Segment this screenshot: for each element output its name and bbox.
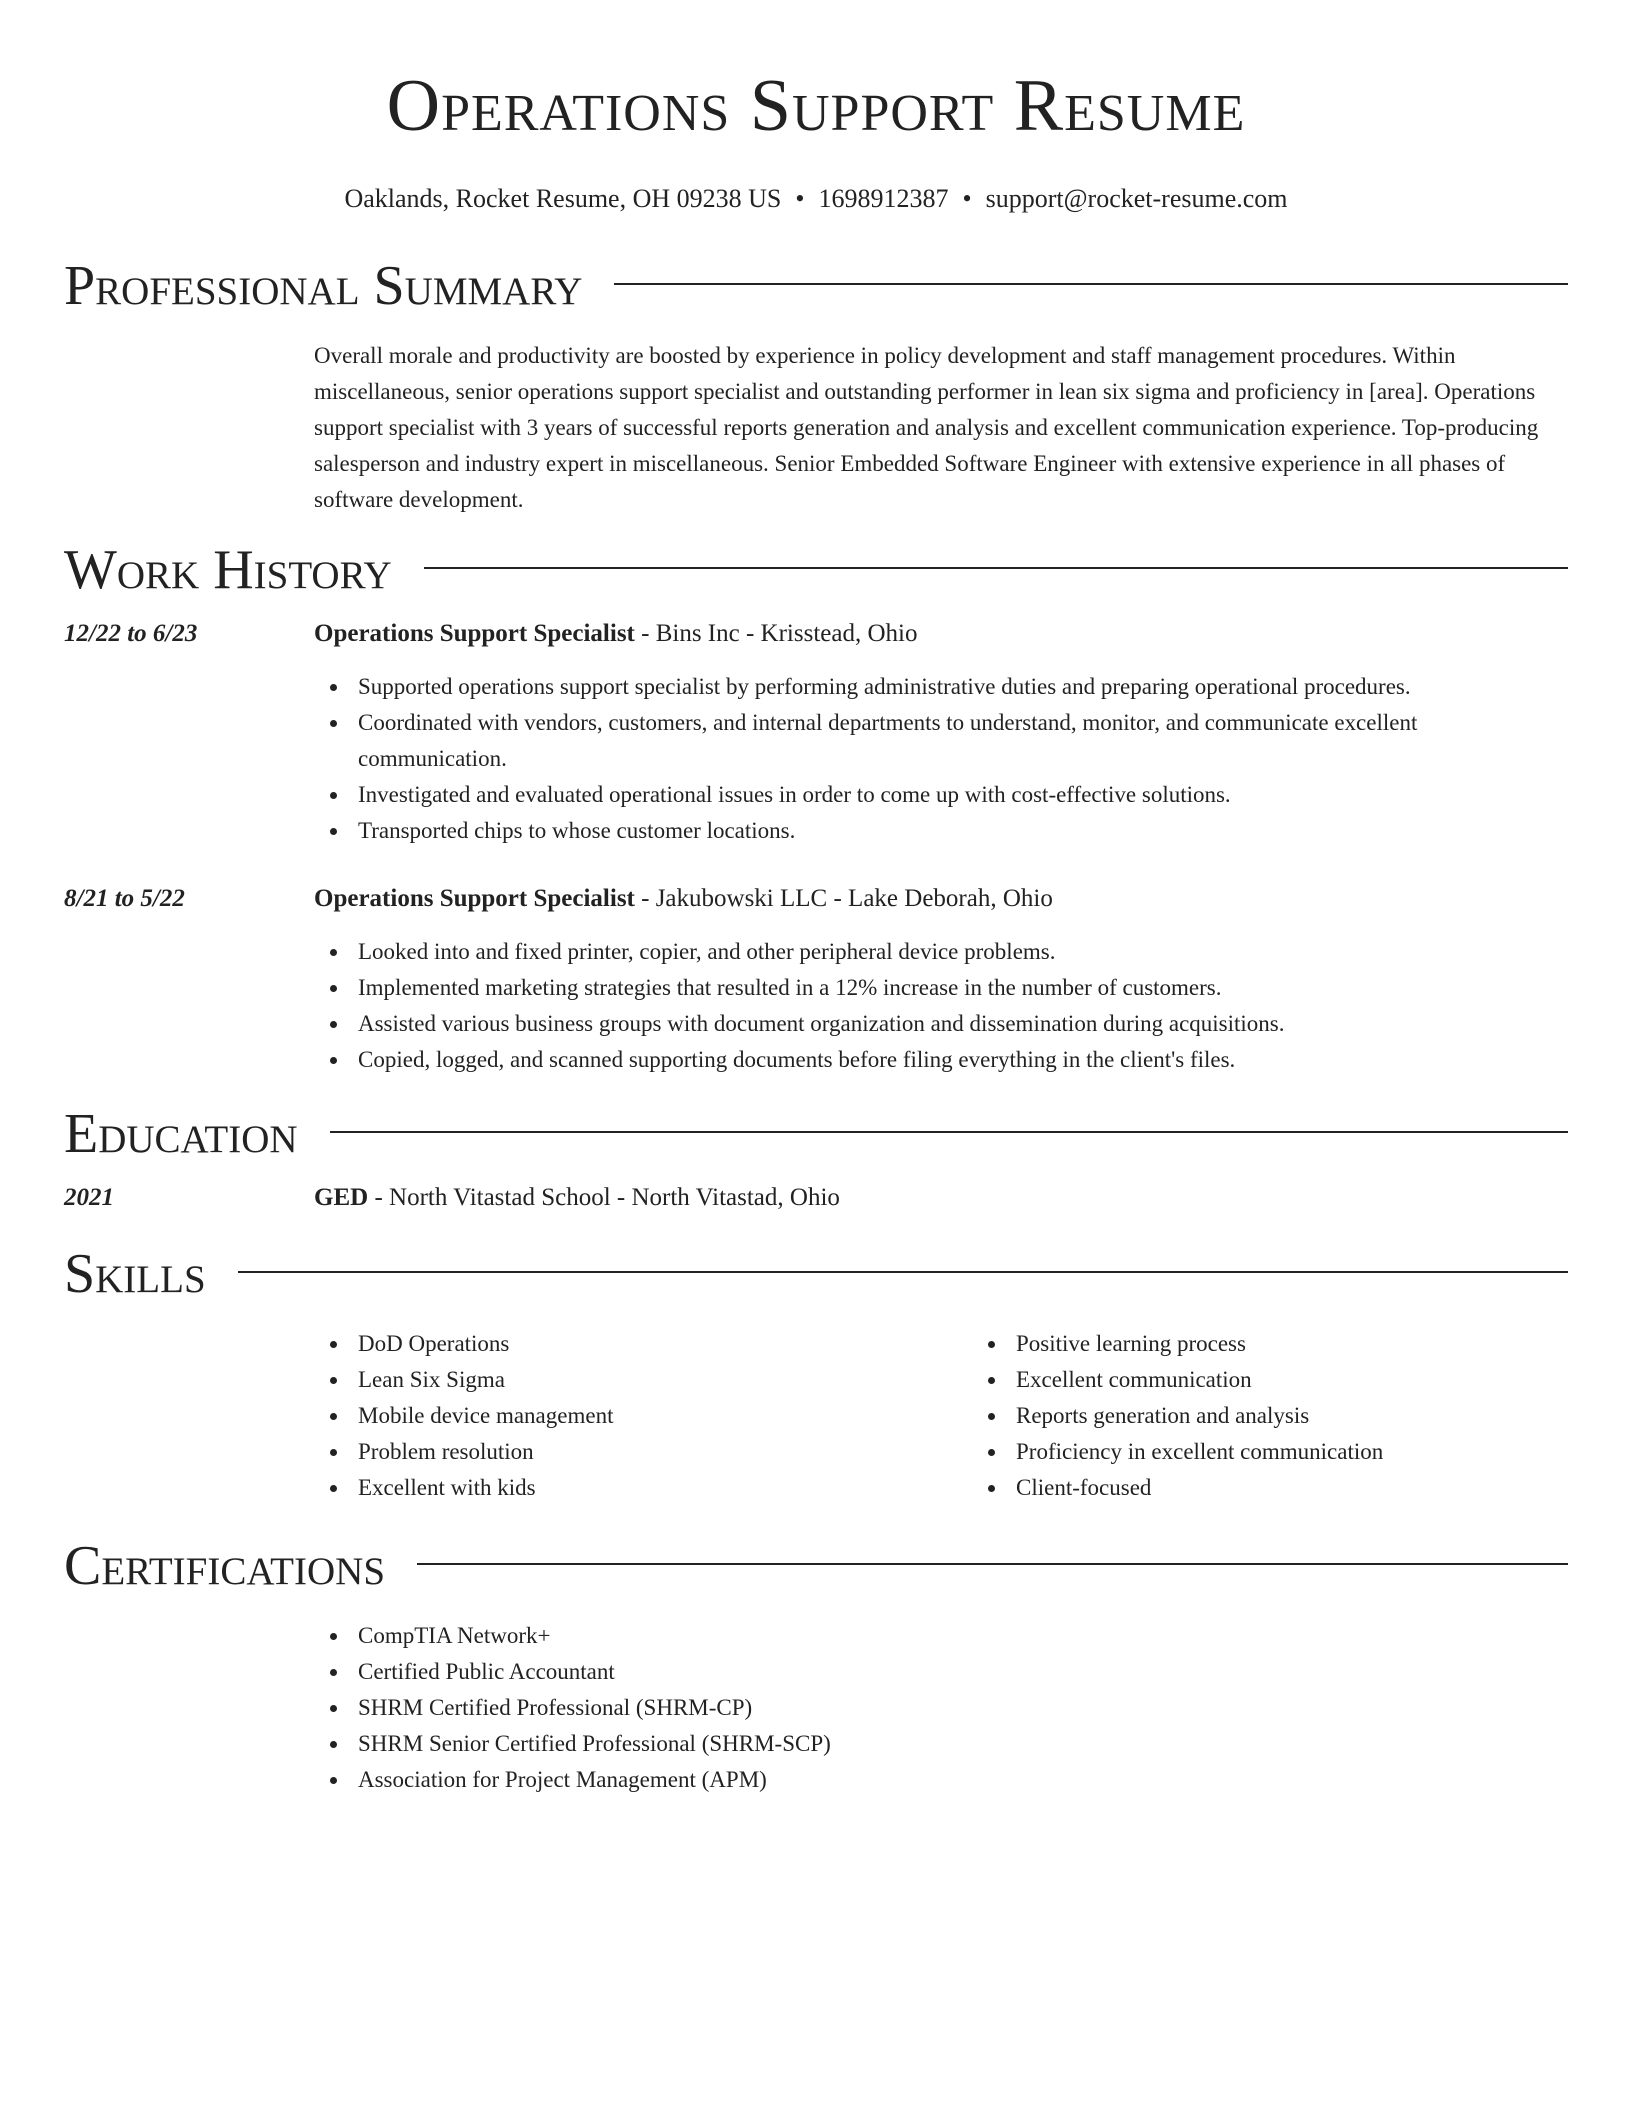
list-item: CompTIA Network+ <box>358 1618 1568 1654</box>
list-item: Transported chips to whose customer locations. <box>358 813 1568 849</box>
education-year: 2021 <box>64 1184 114 1211</box>
job-details: - Bins Inc - Krisstead, Ohio <box>634 620 918 647</box>
contact-address: Oaklands, Rocket Resume, OH 09238 US <box>344 184 782 213</box>
section-header <box>64 1530 1568 1602</box>
job-bullets <box>314 934 1568 1078</box>
list-item: Excellent with kids <box>358 1470 972 1506</box>
section-divider <box>238 1271 1568 1273</box>
list-item: Coordinated with vendors, customers, and internal departments to understand, monitor, and communicate excellent communication. <box>358 705 1568 777</box>
job-entry <box>64 881 1568 1078</box>
list-item: Association for Project Management (APM) <box>358 1762 1568 1798</box>
list-item: Investigated and evaluated operational issues in order to come up with cost-effective solutions. <box>358 777 1568 813</box>
certifications-content <box>314 1618 1568 1798</box>
summary-body <box>314 338 1568 518</box>
certifications-list <box>314 1618 1568 1798</box>
list-item: Mobile device management <box>358 1398 972 1434</box>
job-content <box>314 881 1568 1078</box>
work-history-section <box>64 534 1568 1078</box>
section-divider <box>424 567 1568 569</box>
skills-heading: Skills <box>64 1243 206 1305</box>
job-heading <box>314 881 1568 917</box>
resume-title: Operations Support Resume <box>386 65 1246 147</box>
section-header <box>64 250 1568 322</box>
section-header <box>64 1098 1568 1170</box>
summary-text: Overall morale and productivity are boosted by experience in policy development and staff management procedures. Within miscellaneous, senior operations support specialist and outstanding performer in lean six sigma and proficiency in [area]. Operations support specialist with 3 years of successful reports generation and analysis and excellent communication experience. Top-producing salesperson and industry expert in miscellaneous. Senior Embedded Software Engineer with extensive experience in all phases of software development. <box>314 343 1539 512</box>
job-content <box>314 616 1568 849</box>
section-divider <box>417 1563 1568 1565</box>
skills-section <box>64 1238 1568 1506</box>
contact-separator: • <box>795 184 805 213</box>
education-line <box>314 1180 1568 1216</box>
list-item: Client-focused <box>1016 1470 1630 1506</box>
job-details: - Jakubowski LLC - Lake Deborah, Ohio <box>634 885 1053 912</box>
contact-separator: • <box>962 184 972 213</box>
job-title: Operations Support Specialist <box>314 885 635 912</box>
list-item: Lean Six Sigma <box>358 1362 972 1398</box>
list-item: Supported operations support specialist by performing administrative duties and preparing operational procedures. <box>358 669 1568 705</box>
list-item: Implemented marketing strategies that resulted in a 12% increase in the number of customers. <box>358 970 1568 1006</box>
summary-section <box>64 250 1568 518</box>
job-title: Operations Support Specialist <box>314 620 635 647</box>
education-content <box>314 1180 1568 1216</box>
work-history-heading: Work History <box>64 539 392 601</box>
education-entry <box>64 1180 1568 1216</box>
job-bullets <box>314 669 1568 849</box>
certifications-row <box>64 1618 1568 1798</box>
education-section <box>64 1098 1568 1216</box>
section-header <box>64 534 1568 606</box>
list-item: SHRM Certified Professional (SHRM-CP) <box>358 1690 1568 1726</box>
summary-left-spacer <box>64 338 314 518</box>
skills-left-spacer <box>64 1326 314 1506</box>
job-dates: 12/22 to 6/23 <box>64 620 198 647</box>
education-degree: GED <box>314 1184 369 1211</box>
list-item: Positive learning process <box>1016 1326 1630 1362</box>
list-item: DoD Operations <box>358 1326 972 1362</box>
list-item: SHRM Senior Certified Professional (SHRM-SCP) <box>358 1726 1568 1762</box>
skills-grid <box>314 1326 1630 1506</box>
summary-heading: Professional Summary <box>64 255 583 317</box>
job-heading <box>314 616 1568 652</box>
contact-email[interactable]: support@rocket-resume.com <box>985 184 1288 213</box>
skills-row <box>64 1326 1568 1506</box>
section-header <box>64 1238 1568 1310</box>
section-divider <box>614 283 1568 285</box>
list-item: Proficiency in excellent communication <box>1016 1434 1630 1470</box>
contact-phone: 1698912387 <box>818 184 949 213</box>
certifications-left-spacer <box>64 1618 314 1798</box>
skills-list-right <box>972 1326 1630 1506</box>
certifications-section <box>64 1530 1568 1798</box>
education-heading: Education <box>64 1103 298 1165</box>
list-item: Copied, logged, and scanned supporting documents before filing everything in the client's files. <box>358 1042 1568 1078</box>
skills-list-left <box>314 1326 972 1506</box>
section-divider <box>330 1131 1568 1133</box>
list-item: Problem resolution <box>358 1434 972 1470</box>
job-dates: 8/21 to 5/22 <box>64 885 185 912</box>
job-entry <box>64 616 1568 849</box>
education-details: - North Vitastad School - North Vitastad, Ohio <box>368 1184 840 1211</box>
list-item: Excellent communication <box>1016 1362 1630 1398</box>
list-item: Assisted various business groups with document organization and dissemination during acquisitions. <box>358 1006 1568 1042</box>
contact-line <box>64 182 1568 216</box>
certifications-heading: Certifications <box>64 1535 386 1597</box>
list-item: Looked into and fixed printer, copier, and other peripheral device problems. <box>358 934 1568 970</box>
list-item: Certified Public Accountant <box>358 1654 1568 1690</box>
list-item: Reports generation and analysis <box>1016 1398 1630 1434</box>
summary-row <box>64 338 1568 518</box>
